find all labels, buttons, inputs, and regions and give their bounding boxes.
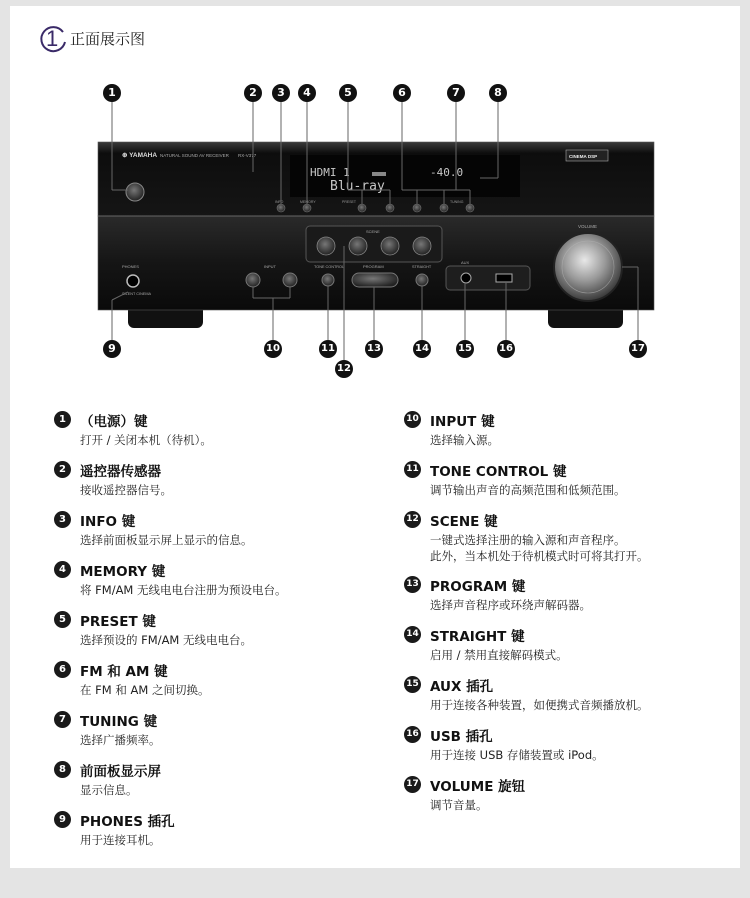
legend-number-badge: 13: [404, 576, 421, 593]
legend-title: （电源）键: [80, 414, 148, 430]
legend-item-input: [404, 410, 734, 450]
legend-title: STRAIGHT 键: [430, 629, 525, 645]
callout-1: 1: [103, 84, 121, 102]
am-button: [440, 204, 448, 212]
legend-desc: 接收遥控器信号。: [80, 483, 172, 497]
legend-item-scene: [404, 510, 734, 566]
legend-title: TUNING 键: [80, 714, 158, 730]
input-left-button: [246, 273, 260, 287]
tone-control-button: [322, 274, 334, 286]
display-volume-text: -40.0: [430, 166, 464, 179]
legend-number-badge: 5: [54, 611, 71, 628]
program-selector: [352, 273, 398, 287]
legend-title: 前面板显示屏: [80, 764, 161, 780]
section-number: 1: [46, 26, 59, 51]
legend-desc: 选择预设的 FM/AM 无线电电台。: [80, 633, 253, 647]
callout-16: 16: [497, 340, 515, 358]
legend-desc: 启用 / 禁用直接解码模式。: [430, 648, 568, 662]
svg-text:INFO: INFO: [275, 200, 284, 204]
callout-7: 7: [447, 84, 465, 102]
legend-title: VOLUME 旋钮: [430, 779, 526, 795]
legend-item-tuning: [54, 710, 384, 750]
scene-tv-button: [349, 237, 367, 255]
legend-item-power: [54, 410, 384, 450]
legend-number-badge: 2: [54, 461, 71, 478]
legend-desc-line2: 此外，当本机处于待机模式时可将其打开。: [430, 549, 649, 563]
input-label-text: INPUT: [264, 264, 276, 269]
legend-title: PHONES 插孔: [80, 814, 175, 830]
legend-title: PROGRAM 键: [430, 579, 526, 595]
callout-11: 11: [319, 340, 337, 358]
legend-number-badge: 11: [404, 461, 421, 478]
callout-9: 9: [103, 340, 121, 358]
legend-item-front-display: [54, 760, 384, 800]
legend-title: SCENE 键: [430, 514, 498, 530]
legend-title: USB 插孔: [430, 729, 493, 745]
callout-8: 8: [489, 84, 507, 102]
legend-title: AUX 插孔: [430, 679, 494, 695]
callout-14: 14: [413, 340, 431, 358]
legend-item-tone-control: [404, 460, 734, 500]
legend-desc: 选择广播频率。: [80, 733, 161, 747]
legend-title: INFO 键: [80, 514, 136, 530]
aux-jack: [461, 273, 471, 283]
legend-number-badge: 3: [54, 511, 71, 528]
callout-17: 17: [629, 340, 647, 358]
display-line1-text: HDMI 1: [310, 166, 350, 179]
legend-item-usb: [404, 725, 734, 765]
callout-10: 10: [264, 340, 282, 358]
callout-15: 15: [456, 340, 474, 358]
legend-number-badge: 10: [404, 411, 421, 428]
legend-item-preset: [54, 610, 384, 650]
legend-number-badge: 14: [404, 626, 421, 643]
aux-usb-panel: [446, 266, 530, 290]
legend-title: PRESET 键: [80, 614, 156, 630]
legend-number-badge: 6: [54, 661, 71, 678]
preset-right-button: [386, 204, 394, 212]
callout-13: 13: [365, 340, 383, 358]
svg-text:MEMORY: MEMORY: [300, 200, 316, 204]
volume-label-text: VOLUME: [578, 224, 598, 229]
model-text: RX-V377: [238, 153, 257, 158]
program-label-text: PROGRAM: [363, 264, 384, 269]
tuning-left-button: [466, 204, 474, 212]
legend-title: TONE CONTROL 键: [430, 464, 567, 480]
straight-button: [416, 274, 428, 286]
volume-knob: [554, 233, 622, 301]
power-button: [126, 183, 144, 201]
legend-desc: 选择输入源。: [430, 433, 499, 447]
legend-desc: 将 FM/AM 无线电电台注册为预设电台。: [80, 583, 287, 597]
legend-desc: 用于连接耳机。: [80, 833, 161, 847]
legend-number-badge: 4: [54, 561, 71, 578]
tone-label-text: TONE CONTROL: [314, 265, 345, 269]
info-button: [277, 204, 285, 212]
legend-number-badge: 9: [54, 811, 71, 828]
cinema-dsp-text: CINEMA DSP: [569, 154, 598, 159]
callout-4: 4: [298, 84, 316, 102]
legend-desc: 显示信息。: [80, 783, 138, 797]
legend-title: FM 和 AM 键: [80, 664, 168, 680]
scene-cd-button: [381, 237, 399, 255]
legend-item-phones: [54, 810, 384, 850]
aux-label-text: AUX: [461, 260, 470, 265]
legend-desc: 在 FM 和 AM 之间切换。: [80, 683, 210, 697]
legend-number-badge: 15: [404, 676, 421, 693]
usb-port: [496, 274, 512, 282]
input-right-button: [283, 273, 297, 287]
legend-item-info: [54, 510, 384, 550]
legend-desc: 用于连接 USB 存储装置或 iPod。: [430, 748, 604, 762]
phones-label-text: PHONES: [122, 264, 139, 269]
legend-number-badge: 17: [404, 776, 421, 793]
callout-12: 12: [335, 360, 353, 378]
scene-label-text: SCENE: [366, 229, 380, 234]
svg-text:PRESET: PRESET: [342, 200, 357, 204]
legend-title: MEMORY 键: [80, 564, 166, 580]
legend-title: 遥控器传感器: [80, 464, 161, 480]
fm-button: [413, 204, 421, 212]
legend-desc: 用于连接各种装置，如便携式音频播放机。: [430, 698, 649, 712]
section-title: 正面展示图: [70, 29, 146, 48]
receiver-subtitle-text: NATURAL SOUND AV RECEIVER: [160, 153, 229, 158]
brand-text: ⊕ YAMAHA: [122, 152, 158, 159]
legend-item-remote-sensor: [54, 460, 384, 500]
legend-desc: 选择声音程序或环绕声解码器。: [430, 598, 591, 612]
callout-6: 6: [393, 84, 411, 102]
memory-button: [303, 204, 311, 212]
legend-desc: 调节音量。: [430, 798, 488, 812]
scene-bd-button: [317, 237, 335, 255]
straight-label-text: STRAIGHT: [412, 265, 432, 269]
legend-number-badge: 1: [54, 411, 71, 428]
legend-number-badge: 12: [404, 511, 421, 528]
legend-item-memory: [54, 560, 384, 600]
scene-radio-button: [413, 237, 431, 255]
silent-cinema-text: SILENT CINEMA: [122, 292, 152, 296]
svg-text:TUNING: TUNING: [450, 200, 464, 204]
legend-desc: 打开 / 关闭本机（待机）。: [80, 433, 212, 447]
receiver-front-panel-image: [0, 0, 750, 390]
legend-desc: 选择前面板显示屏上显示的信息。: [80, 533, 253, 547]
legend-item-fm-am: [54, 660, 384, 700]
legend-number-badge: 8: [54, 761, 71, 778]
display-line2-text: Blu-ray: [330, 179, 385, 194]
callout-2: 2: [244, 84, 262, 102]
preset-left-button: [358, 204, 366, 212]
legend-desc: 一键式选择注册的输入源和声音程序。: [430, 533, 626, 547]
legend-desc: 调节输出声音的高频范围和低频范围。: [430, 483, 626, 497]
phones-jack: [127, 275, 139, 287]
legend-item-straight: [404, 625, 734, 665]
legend-item-volume: [404, 775, 734, 815]
legend-item-program: [404, 575, 734, 615]
legend-title: INPUT 键: [430, 414, 495, 430]
legend-number-badge: 16: [404, 726, 421, 743]
legend-number-badge: 7: [54, 711, 71, 728]
callout-3: 3: [272, 84, 290, 102]
callout-5: 5: [339, 84, 357, 102]
legend-item-aux: [404, 675, 734, 715]
